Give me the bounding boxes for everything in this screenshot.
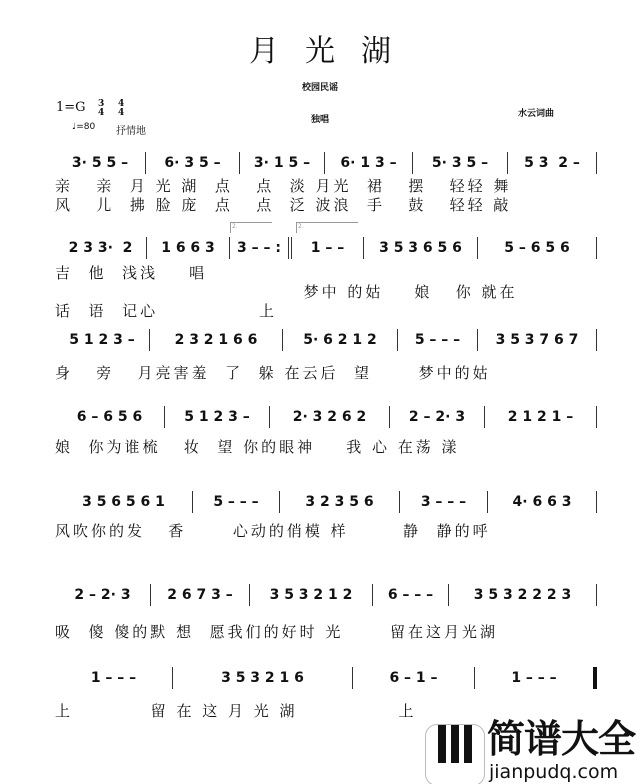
watermark-url: jianpudq.com [489,761,619,783]
piano-keys-icon [425,724,485,784]
time-signature-3-4 [98,100,104,118]
performance-mode: 独唱 [310,115,329,125]
measure: 2 6 7 3 – [151,584,250,606]
lyric-line: 风吹你的发 香 心动的俏模 样 静 静的呼 [55,522,491,540]
measure: 2 3 3· 2 [55,237,147,259]
lyric-line: 风 儿 拂 脸 庞 点 点 泛 波浪 手 鼓 轻轻 敲 [55,196,512,214]
lyric-line: 上 留 在 这 月 光 湖 上 [55,702,417,720]
staff-row [55,584,597,606]
volta-bracket: 2. [296,222,358,233]
measure: 6· 3 5 – [146,152,240,174]
measure: 6· 1 3 – [325,152,413,174]
measure: 5· 6 2 1 2 [283,329,398,351]
staff-row [55,491,597,513]
time-signature-4-4 [118,100,124,118]
measure: 5 – – – [398,329,478,351]
song-title: 月光湖 [249,34,417,69]
measure: 3· 5 5 – [55,152,146,174]
measure: 5 – 6 5 6 [478,237,597,259]
measure: 5 1 2 3 – [165,406,270,428]
genre-label: 校园民谣 [301,83,338,93]
measure: 1 – – – [55,667,173,689]
measure: 2 – 2· 3 [55,584,151,606]
lyric-line: 身 旁 月亮害羞 了 躲 在云后 望 梦中的姑 [55,364,491,382]
measure: 1 – – [292,237,364,259]
measure: 6 – 1 – [353,667,475,689]
measure: 1 6 6 3 [147,237,230,259]
measure: 1 – – – [475,667,597,689]
staff-row [55,667,597,689]
measure: 3· 1 5 – [240,152,325,174]
lyric-line: 娘 你为谁梳 妆 望 你的眼神 我 心 在荡 漾 [55,438,460,456]
measure: 5 1 2 3 – [55,329,150,351]
staff-row [55,152,597,174]
measure: 5 3 2 – [508,152,597,174]
measure: 2 1 2 1 – [485,406,597,428]
measure: 4· 6 6 3 [488,491,597,513]
lyric-line: 话 语 记心 上 [55,302,278,320]
measure: 2 3 2 1 6 6 [150,329,283,351]
measure: 3 2 3 5 6 [280,491,400,513]
measure: 3 – – – [400,491,488,513]
author-credit: 水云词曲 [518,109,555,119]
staff-row [55,237,597,259]
measure: 3 5 6 5 6 1 [55,491,193,513]
measure: 2 – 2· 3 [390,406,485,428]
denominator: 4 [98,108,105,118]
numerator: 4 [118,99,125,109]
measure: 3 5 3 2 1 2 [250,584,373,606]
measure: 6 – – – [373,584,449,606]
lyric-line: 梦中 的姑 娘 你 就在 [55,283,518,301]
measure: 5 – – – [193,491,280,513]
watermark-logo [425,718,640,784]
staff-row [55,406,597,428]
numerator: 3 [98,99,105,109]
measure: 3 5 3 6 5 6 [364,237,478,259]
denominator: 4 [118,108,125,118]
expression-marking: 抒情地 [116,126,146,137]
measure: 6 – 6 5 6 [55,406,165,428]
tempo-marking: ♩=80 [72,122,96,132]
measure: 3 5 3 2 2 2 3 [449,584,597,606]
key-signature: 1=G [56,100,86,115]
measure: 3 5 3 7 6 7 [478,329,597,351]
lyric-line: 吉 他 浅浅 唱 [55,264,208,282]
watermark-name: 简谱大全 [487,717,636,761]
measure: 2· 3 2 6 2 [270,406,390,428]
volta-bracket: 2. [230,222,272,233]
measure: 3 – – : [230,237,292,259]
measure: 5· 3 5 – [413,152,508,174]
staff-row [55,329,597,351]
measure: 3 5 3 2 1 6 [173,667,353,689]
lyric-line: 亲 亲 月 光 湖 点 点 淡 月光 裙 摆 轻轻 舞 [55,177,512,195]
lyric-line: 吸 傻 傻的默 想 愿我们的好时 光 留在这月光湖 [55,623,498,641]
